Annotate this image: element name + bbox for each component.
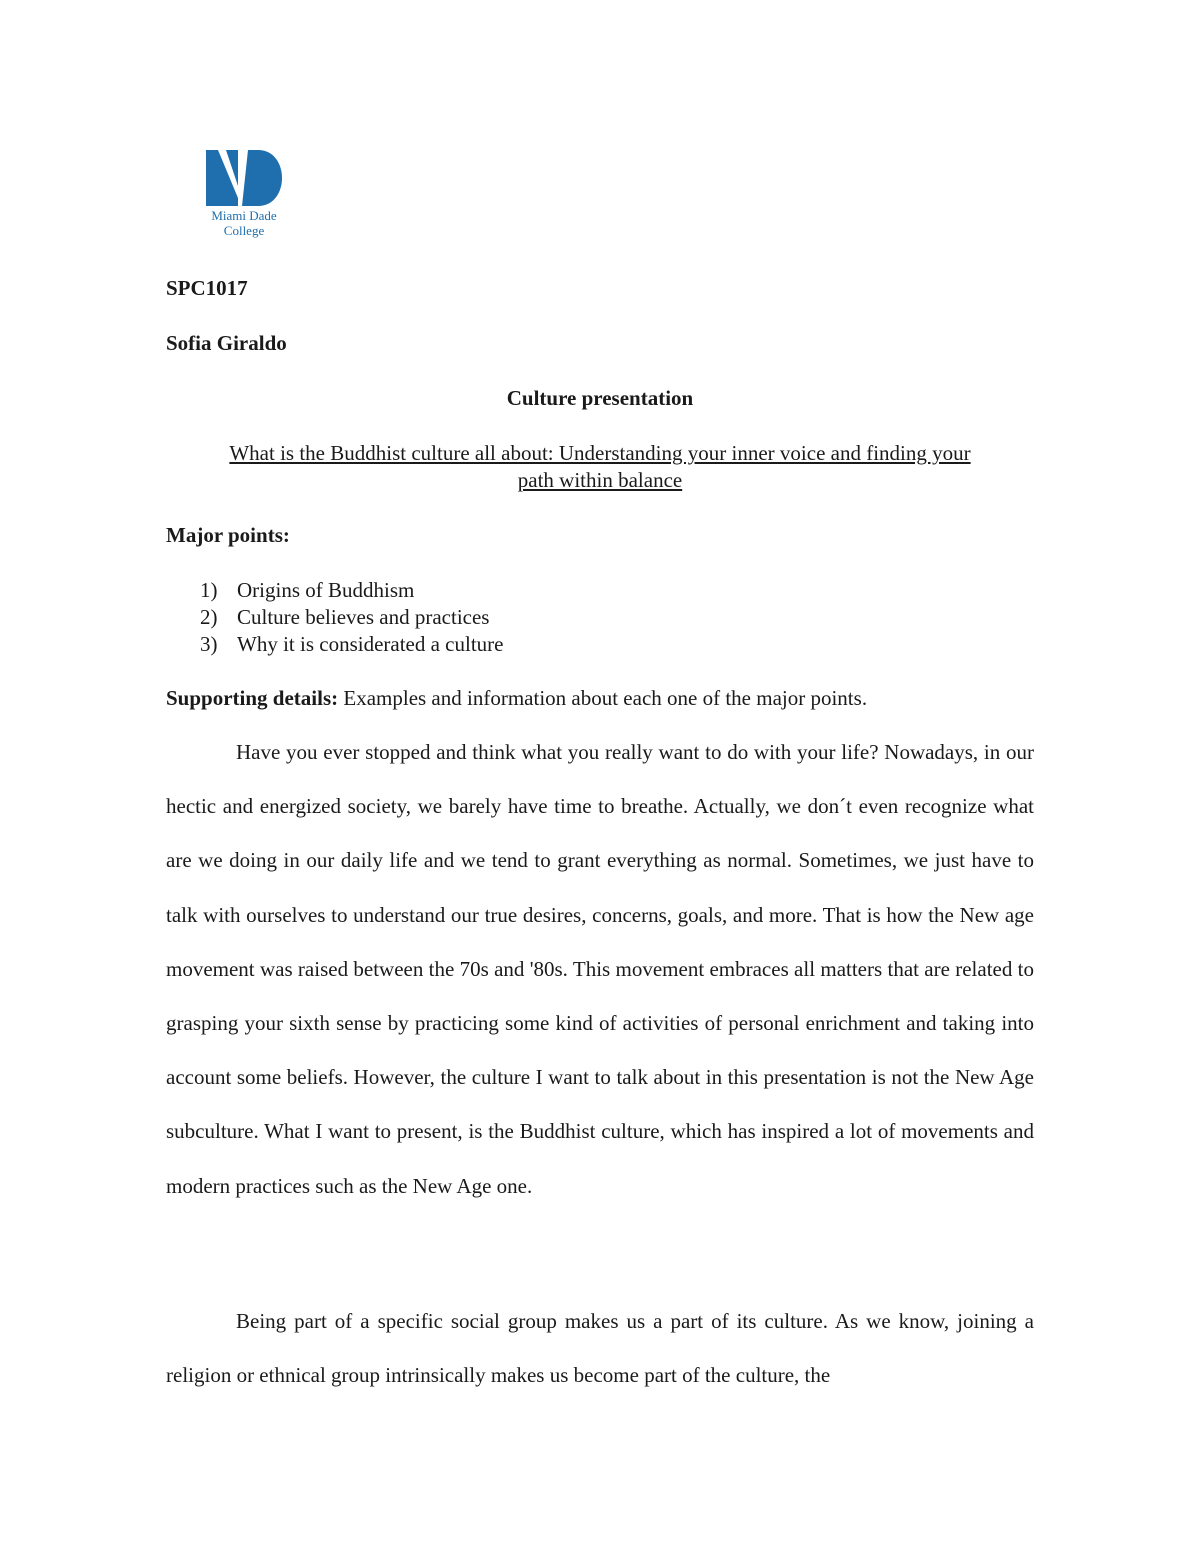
list-text: Culture believes and practices	[237, 605, 490, 629]
supporting-details	[166, 685, 867, 712]
list-number: 1)	[200, 578, 218, 602]
subtitle-line-1: What is the Buddhist culture all about: Understanding your inner voice and finding your	[229, 441, 971, 465]
subtitle-line-2: path within balance	[517, 468, 683, 492]
course-code: SPC1017	[166, 276, 248, 300]
list-text: Why it is considerated a culture	[237, 632, 504, 656]
list-item	[200, 577, 414, 604]
supporting-details-text: Examples and information about each one of the major points.	[338, 686, 868, 710]
list-text: Origins of Buddhism	[237, 578, 415, 602]
body-paragraph-1: Have you ever stopped and think what you really want to do with your life? Nowadays, in our hectic and energized society, we barely have time to breathe. Actually, we don´t even recognize what are we doing in our daily life and we tend to grant everything as normal. Sometimes, we just have to talk with ourselves to understand our true desires, concerns, goals, and more. That is how the New age movement was raised between the 70s and '80s. This movement embraces all matters that are related to grasping your sixth sense by practicing some kind of activities of personal enrichment and taking into account some beliefs. However, the culture I want to talk about in this presentation is not the New Age subculture. What I want to present, is the Buddhist culture, which has inspired a lot of movements and modern practices such as the New Age one.	[166, 740, 1034, 1198]
body-paragraph-2: Being part of a specific social group makes us a part of its culture. As we know, joining a religion or ethnical group intrinsically makes us become part of the culture, the	[166, 1309, 1034, 1388]
md-logo-icon	[196, 146, 296, 242]
list-item	[200, 604, 489, 631]
list-number: 2)	[200, 605, 218, 629]
list-number: 3)	[200, 632, 218, 656]
supporting-details-label: Supporting details:	[166, 686, 339, 710]
author-name: Sofia Giraldo	[166, 331, 287, 355]
logo-text-line1: Miami Dade	[211, 208, 277, 223]
document-title: Culture presentation	[506, 386, 694, 410]
logo-text-line2: College	[223, 223, 265, 238]
major-points-heading: Major points:	[166, 523, 290, 547]
list-item	[200, 631, 504, 658]
college-logo	[196, 146, 296, 242]
